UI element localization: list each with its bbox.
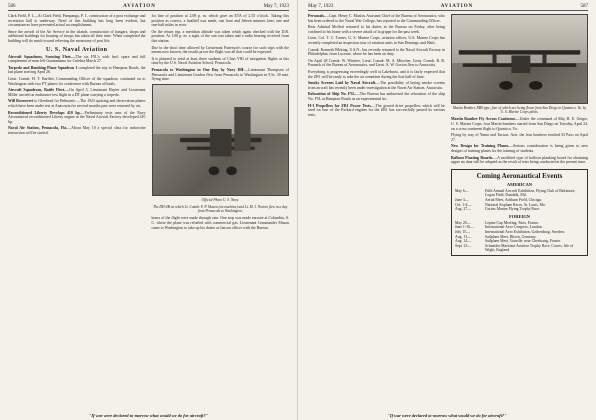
article-paragraph [8, 77, 146, 86]
paragraph-text: —The Bureau has authorized the relocation of the ship No. F5L at Hampton Roads as an experimental tie.. [308, 92, 445, 101]
paragraph-text: Due to the short time allowed by Lieutenant Patterson's course for such trips with the means now known, the results prove the flight was all that could be expected. [151, 45, 289, 55]
article-paragraph [8, 14, 146, 28]
paragraph-text: Comdr. Kenneth Whiting, U.S.N., has recently returned to the Naval Aircraft Factory in Philadelphia, from Lucerne, where he has been on duty. [308, 47, 445, 57]
article-paragraph [451, 156, 588, 165]
paragraph-heading: Relocation of Ship No. F5L. [308, 92, 356, 97]
event-date: Aug. 13— [455, 234, 472, 239]
article-paragraph [152, 216, 290, 230]
left-column-1 [8, 14, 146, 232]
events-title: Coming Aeronautical Events [476, 171, 563, 180]
event-date: Oct. 1-4— [455, 202, 472, 207]
event-title: Fifth Annual Aircraft Exhibition, Flying Club of Baltimore, Logan Field, Dundalk, Md. [485, 188, 576, 198]
paragraph-heading: Torpedo and Bombing Plane Squadron 1 [8, 65, 78, 70]
paragraph-heading: Naval Air Station, Pensacola, Fla. [8, 126, 68, 131]
article-paragraph [152, 68, 290, 82]
right-header [308, 4, 588, 11]
paragraph-text: Lieut. Col. T. C. Turner, U. S. Marine Corps, aviation officer, U.S. Marine Corps has recently completed an inspection tour of aviation units in San Domingo and Haiti. [308, 36, 445, 45]
article-paragraph [308, 59, 445, 68]
paragraph-text: Since the arrival of the Air Service in the islands, construction of hangars, shops and additional buildings for housing of troops has taken all their time. When completed the building will do much toward relieving the monotony of post life. [8, 29, 146, 43]
right-column-2 [451, 14, 588, 256]
paragraph-heading: Balloon Floating Boards. [451, 155, 494, 160]
article-paragraph [8, 30, 146, 44]
article-paragraph [8, 66, 146, 75]
paragraph-text: —The possibility of laying smoke screens from aircraft has recently been under investigation at the Naval Air Station, Anacostia. [308, 81, 446, 90]
event-date: Sept. 23— [455, 243, 472, 248]
article-paragraph [451, 133, 588, 142]
right-column-1 [308, 14, 445, 256]
event-title: National Airplane Races, St. Louis, Mo. [485, 202, 546, 207]
section-heading: U. S. Naval Aviation [46, 46, 108, 53]
right-page [298, 0, 596, 420]
article-paragraph [308, 36, 445, 45]
paragraph-text: hours of the flight were made through rain. One stop was made enroute at Columbia, S. C. where the plane was refueled with commercial gas. Lieutenant Commander Mason came to Washington to take up his duties as liaison officer with the Bureau. [151, 216, 289, 230]
left-page-number: 586 [8, 4, 16, 9]
left-header [8, 4, 289, 11]
article-paragraph [308, 81, 445, 90]
left-column-2 [152, 14, 290, 232]
paragraph-text: —A modified type of balloon planking board for obtaining upper air data will be adopted as the result of tests being conducted at the present time. [451, 155, 588, 165]
paragraph-heading: Smoky Screens Laid by Naval Aircraft. [308, 81, 377, 86]
paragraph-text: The six F5L's with fuel, spare and full complement of men left Guantanamo for Culebra March 27. [8, 54, 146, 64]
paragraph-text: It is planned to send at least three students of Class VIII of navigation flights at this time by the U.S. Naval Aviation School, Pensacola. [151, 56, 289, 66]
paragraph-text: to Glenhead for Belmonte.—The 1923 spotting and observation planes which have been under test at Anacostia for several months past were returned by air. [8, 99, 146, 108]
paragraph-text: —Capt. Henry C. Mustin, Assistant Chief of the Bureau of Aeronautics, who has been ordered to the Naval War College, has reported to the Commanding Officer. [308, 14, 445, 23]
photo-caption: The DH-4B on which Lt. Comdr. F. P. Mason (on machine) and Lt. M. J. Norton flew in a day from Pensacola to Washington. [153, 204, 288, 214]
event-date: May 20— [455, 220, 471, 225]
article-paragraph [451, 117, 588, 131]
event-title: Lepine Cup Meeting, Paris, France. [485, 220, 540, 225]
article-paragraph [8, 88, 146, 97]
event-title: International Aero Congress, London. [485, 225, 543, 230]
paragraph-heading: New Design for Training Planes. [451, 144, 510, 149]
event-row [455, 244, 584, 253]
paragraph-heading: Martin Bomber Fly Across Continent. [451, 117, 516, 122]
paragraph-text: —Preliminary tests runs of the Navy Aeronautical reconditioned Liberty engine at the Naval Aircraft Factory developed 410 hp. [8, 110, 146, 124]
paragraph-text: On April 28 Comdr. W. Winfree, Lieut. Comdr. M. A. Mitscher, Lieut. Comdr. R. R. Paunack of the Bureau of Aeronautics, and Lieut. A. W. Gorton flew to Anacostia. [308, 58, 445, 68]
article-paragraph [308, 48, 445, 57]
event-date: July 15— [455, 229, 470, 234]
event-date: June 1-16— [455, 225, 474, 230]
event-title: Sailplane Meet, Vauville, near Cherbourg, France. [485, 239, 562, 244]
right-page-number: 587 [580, 4, 588, 9]
article-paragraph [308, 14, 445, 23]
event-title: Sailplane Meet, Rhoen, Germany. [485, 234, 537, 239]
paragraph-text: On the return trip, a meridian altitude was taken which again checked with the D.R. position. At 1.00 p. m. a sight of the sun was taken and a radio bearing received from this station. [151, 29, 289, 43]
paragraph-heading: Will Reconvert [8, 99, 34, 104]
aircraft-photo [152, 84, 290, 196]
paragraph-text: —About May 10 a special class for indoctrine instruction will be started. [8, 126, 146, 135]
events-sub-american: AMERICAN [506, 181, 533, 187]
article-paragraph [8, 126, 146, 135]
photo-credit: Official Photo U. S. Navy. [201, 197, 239, 202]
right-date: May 7, 1923 [308, 4, 334, 9]
article-paragraph [308, 70, 445, 79]
article-paragraph [152, 30, 290, 44]
event-row [455, 207, 584, 212]
left-journal-title: AVIATION [123, 4, 156, 9]
paragraph-text: On April 5, Lieutenant Hayler and Lieutenant Miller carried on endurance test flight in a DT plane carrying a torpedo. [8, 88, 146, 97]
event-title: International Aero Exhibition, Gothenburg, Sweden. [485, 229, 565, 234]
paragraph-text: Clark Field, P. I.—At Clark Field, Pampanga, P. I., construction of a post exchange and recreation hall is underway. Need of this building has long been evident, but circumstances have prevented actual accomplishment. [8, 14, 146, 28]
article-paragraph [152, 57, 290, 66]
paragraph-text: —The geared drive propellers which will be used on four of the Packard engines for the ZR1 has successfully passed its various tests. [308, 103, 445, 117]
event-title: Curtiss Marine Flying Trophy Race. [485, 207, 540, 212]
left-footer: "If war were declared to-morrow what would we do for aircraft?" [88, 413, 209, 418]
right-footer: "If war were declared to-morrow what would we do for aircraft?" [387, 413, 507, 418]
event-date: June 3— [455, 197, 469, 202]
paragraph-text: —Lieutenant Thompson of Pensacola and Lieutenant Gordon flew from Pensacola to Washington in 9 hr. 30 min. flying time. [151, 67, 289, 82]
paragraph-text: Flying by way of Yuma and Tucson, Ariz. the four bombers reached El Paso on April 27. [451, 133, 588, 142]
article-paragraph [8, 55, 146, 64]
left-date: May 7, 1923 [263, 4, 289, 9]
events-sub-foreign: FOREIGN [508, 213, 530, 219]
bomber-caption: Martin Bomber, NBS type, four of which are being flown from San Diego to Quantico, Va. by U. S. Marine Corps pilots. [452, 106, 587, 115]
event-date: Aug. 27— [455, 207, 472, 212]
article-paragraph [451, 144, 588, 153]
paragraph-heading: Pensacola to Washington in One Day by Navy DH. [151, 67, 245, 72]
article-paragraph [8, 111, 146, 125]
event-row [455, 189, 584, 198]
article-paragraph [308, 92, 445, 101]
event-title: Aerial Meet, Ashburn Field, Chicago. [485, 197, 543, 202]
event-date: May 6— [455, 188, 469, 193]
right-journal-title: AVIATION [440, 4, 474, 9]
paragraph-heading: Aircraft Squadrons, Scouting Fleet.— [8, 54, 76, 59]
event-title: Schneider Maritime Aviation Trophy Race, Cowes, Isle of Wight, England. [485, 243, 574, 253]
bomber-photo [451, 14, 588, 104]
paragraph-heading: Reconditioned Liberty Develops 410 hp. [8, 110, 81, 115]
paragraph-text: completed the trip to Hampton Roads, the last plane arriving April 26. [8, 65, 146, 75]
paragraph-heading: Aircraft Squadrons, Battle Fleet.— [8, 88, 70, 93]
article-paragraph [308, 25, 445, 34]
paragraph-heading: H-3 Propellers for ZR1 Power Tests. [308, 103, 372, 108]
paragraph-text: for line of position at 2.08 p. m. which gave an ETA of 2.55 o'clock. Taking this position as correct, a landfall was made, one hour and fifteen minutes later, one and one-half miles in error. [151, 14, 289, 28]
paragraph-heading: Personals. [308, 14, 325, 18]
article-paragraph [8, 99, 146, 108]
paragraph-text: Rear Admiral Moffett returned to his duties in the Bureau on Friday, after being confined to his home with a severe attack of la grippe for the past week. [308, 25, 445, 34]
article-paragraph [152, 46, 290, 55]
article-paragraph [152, 14, 290, 28]
paragraph-text: Lieut. Comdr. H. T. Bartlett, Commanding Officer of the squadron, continued on to Washington with two PT planes for conference with Bureau officials. [8, 76, 146, 86]
event-date: Aug. 14— [455, 239, 472, 244]
paragraph-text: —Serious consideration is being given to new designs of training planes for the training of students. [451, 144, 589, 153]
events-box [451, 169, 588, 256]
paragraph-text: Everything is progressing exceedingly well at Lakehurst, and it is fairly expected that the ZR1 will be ready to take the air sometime during the first half of June. [308, 69, 445, 79]
paragraph-text: —Under the command of Maj. R. E. Geiger, U. S. Marine Corps, four Martin bombers started from San Diego on Tuesday, April 24, on a cross continent flight to Quantico, Va. [451, 117, 588, 131]
article-paragraph [308, 104, 445, 118]
